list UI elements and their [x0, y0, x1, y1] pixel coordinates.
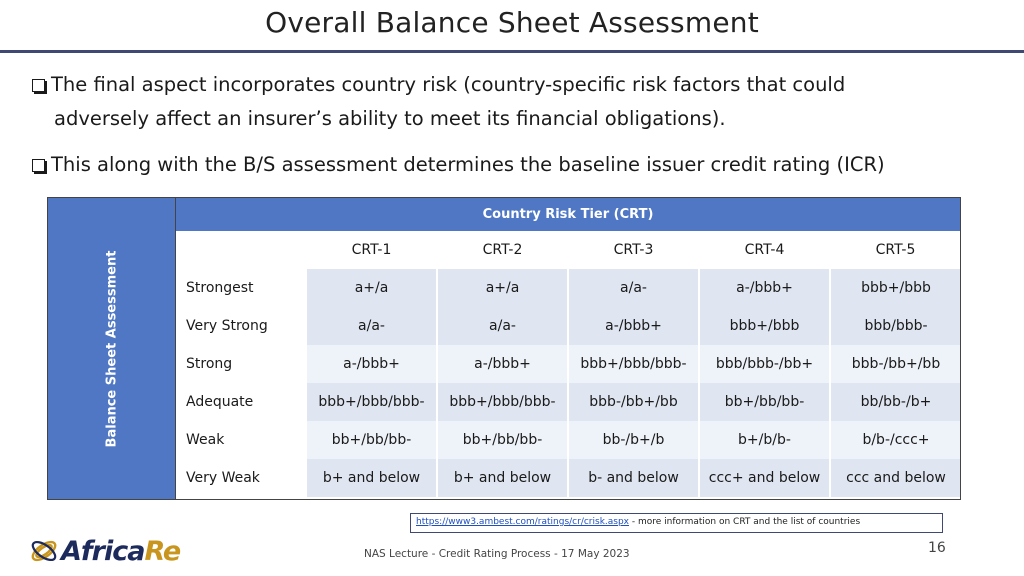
table-cell: bbb+/bbb/bbb- [568, 345, 699, 383]
logo-wordmark [61, 536, 180, 567]
balance-sheet-axis [47, 197, 176, 500]
column-header: CRT-4 [744, 242, 785, 258]
bullet-1-line-1: The final aspect incorporates country risk (country-specific risk factors that could [51, 73, 846, 96]
bullet-2 [32, 148, 885, 182]
table-cell: a+/a [306, 269, 437, 307]
table-cell: a/a- [437, 307, 568, 345]
table-row [176, 459, 961, 497]
table-cell: a/a- [568, 269, 699, 307]
column-header: CRT-5 [875, 242, 916, 258]
table-cell: ccc+ and below [699, 459, 830, 497]
checkbox-bullet-icon [32, 159, 45, 172]
logo-swirl-icon [28, 532, 62, 570]
table-cell: bb+/bb/bb- [437, 421, 568, 459]
slide-title: Overall Balance Sheet Assessment [265, 6, 759, 39]
africa-re-logo [28, 532, 198, 572]
table-cell: bbb+/bbb [699, 307, 830, 345]
table-cell: b+ and below [306, 459, 437, 497]
checkbox-bullet-icon [32, 79, 45, 92]
logo-accent: Re [144, 536, 181, 567]
column-header: CRT-2 [482, 242, 523, 258]
bullet-1-line-2: adversely affect an insurer’s ability to meet its financial obligations). [54, 107, 726, 130]
table-row [176, 307, 961, 345]
row-label: Adequate [186, 394, 254, 410]
row-label: Strongest [186, 280, 254, 296]
table-cell: a-/bbb+ [306, 345, 437, 383]
table-cell: a-/bbb+ [437, 345, 568, 383]
table-row [176, 269, 961, 307]
row-label: Very Weak [186, 470, 260, 486]
column-header: CRT-3 [613, 242, 654, 258]
title-divider [0, 50, 1024, 53]
balance-sheet-axis-label: Balance Sheet Assessment [104, 250, 119, 447]
table-cell: bbb+/bbb/bbb- [306, 383, 437, 421]
table-row [176, 383, 961, 421]
table-row [176, 421, 961, 459]
table-cell: bbb-/bb+/bb [568, 383, 699, 421]
page-number: 16 [928, 540, 946, 556]
table-cell: b- and below [568, 459, 699, 497]
table-cell: ccc and below [830, 459, 961, 497]
row-label: Weak [186, 432, 225, 448]
table-cell: a+/a [437, 269, 568, 307]
table-cell: b+ and below [437, 459, 568, 497]
bullet-2-line-1: This along with the B/S assessment determines the baseline issuer credit rating (ICR) [51, 153, 885, 176]
table-cell: bb-/b+/b [568, 421, 699, 459]
table-row [176, 345, 961, 383]
table-cell: b/b-/ccc+ [830, 421, 961, 459]
reference-description: - more information on CRT and the list of countries [629, 517, 861, 527]
bullet-1 [32, 68, 845, 136]
row-label: Very Strong [186, 318, 268, 334]
column-header: CRT-1 [351, 242, 392, 258]
table-cell: bbb+/bbb/bbb- [437, 383, 568, 421]
table-cell: a/a- [306, 307, 437, 345]
table-cell: bb+/bb/bb- [699, 383, 830, 421]
table-cell: bbb/bbb- [830, 307, 961, 345]
table-cell: bbb+/bbb [830, 269, 961, 307]
table-cell: bbb/bbb-/bb+ [699, 345, 830, 383]
table-cell: bbb-/bb+/bb [830, 345, 961, 383]
table-cell: bb/bb-/b+ [830, 383, 961, 421]
row-label: Strong [186, 356, 233, 372]
column-header-row [176, 231, 961, 269]
footer-text: NAS Lecture - Credit Rating Process - 17 May 2023 [364, 548, 630, 560]
rating-matrix [176, 231, 961, 497]
crt-header: Country Risk Tier (CRT) [176, 197, 961, 231]
reference-box [410, 513, 943, 533]
table-cell: a-/bbb+ [699, 269, 830, 307]
corner-cell [176, 231, 306, 269]
table-cell: b+/b/b- [699, 421, 830, 459]
logo-word: Africa [61, 536, 145, 567]
table-cell: bb+/bb/bb- [306, 421, 437, 459]
table-cell: a-/bbb+ [568, 307, 699, 345]
ambest-link[interactable]: https://www3.ambest.com/ratings/cr/crisk.aspx [416, 517, 630, 527]
